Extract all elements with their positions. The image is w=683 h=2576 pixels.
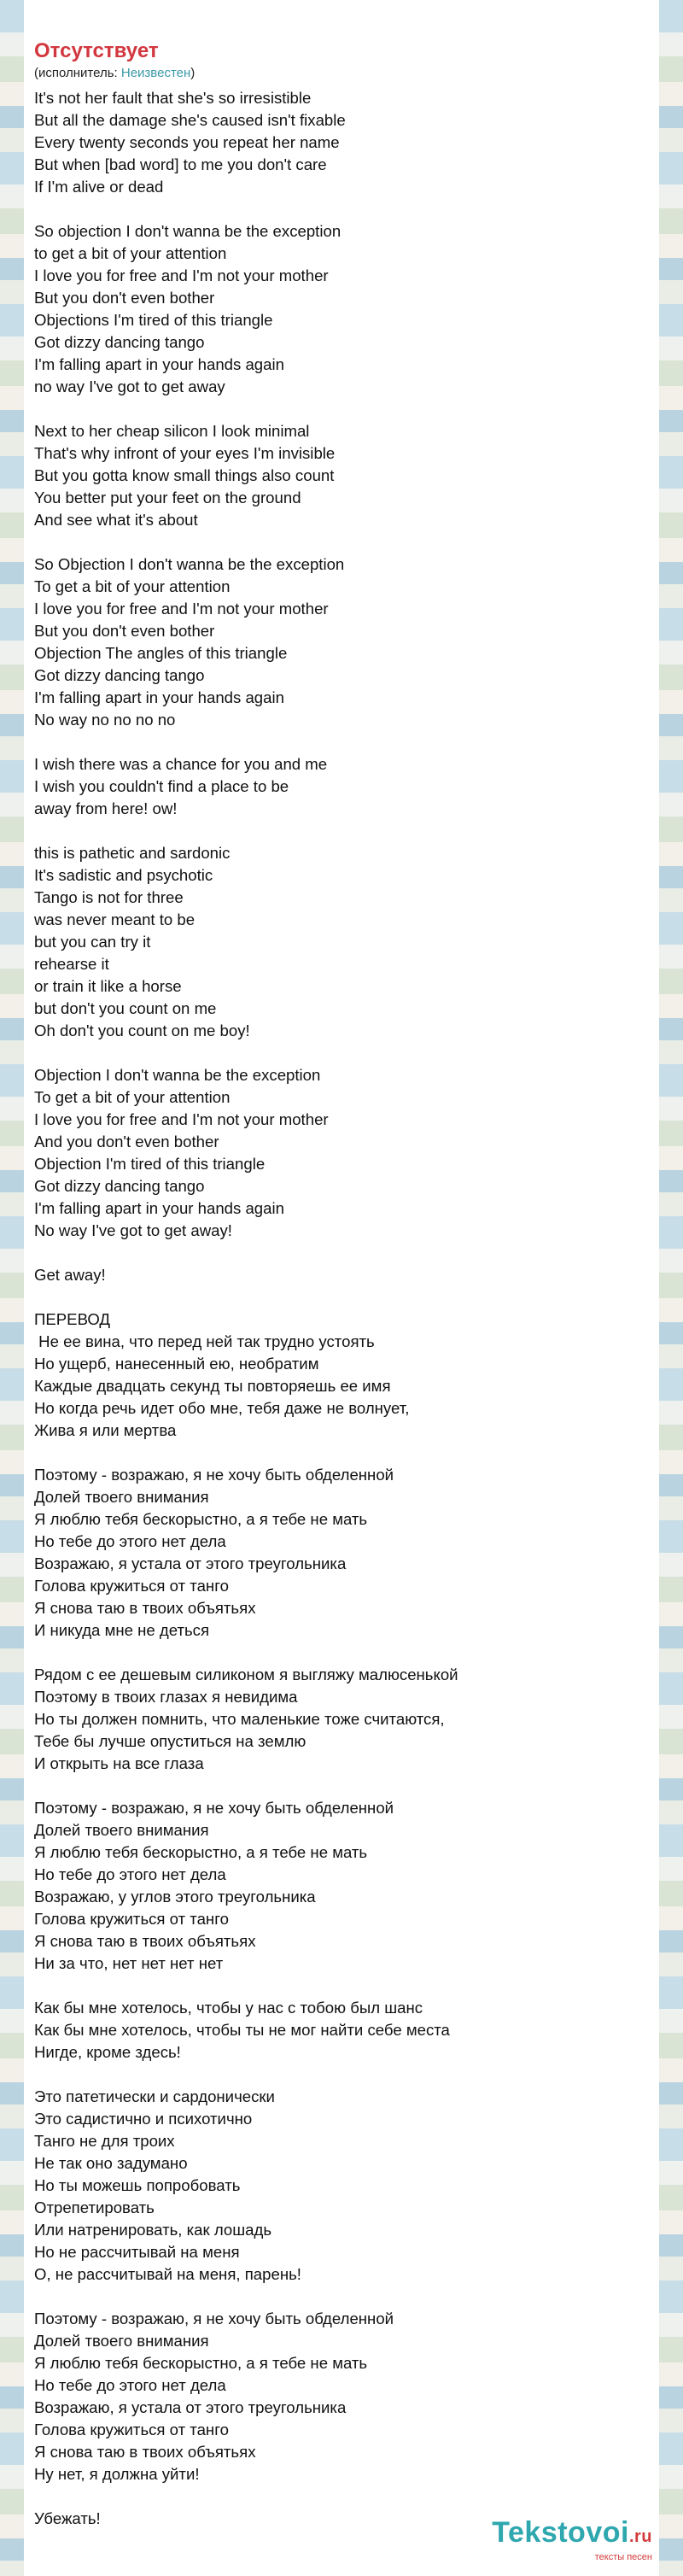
lyric-line: Это патетически и сардонически <box>34 2087 275 2105</box>
lyric-line: Поэтому - возражаю, я не хочу быть обделенной <box>34 1799 394 1817</box>
logo-tld: .ru <box>628 2527 652 2546</box>
lyric-line: Objection I don't wanna be the exception <box>34 1066 321 1084</box>
lyric-line: or train it like a horse <box>34 977 182 995</box>
lyric-line: If I'm alive or dead <box>34 178 164 196</box>
stanza-gap <box>34 1442 649 1464</box>
lyric-line: was never meant to be <box>34 910 196 928</box>
stanza-gap <box>34 1286 649 1308</box>
lyric-line: no way I've got to get away <box>34 378 225 395</box>
lyric-line: Поэтому - возражаю, я не хочу быть обделенной <box>34 2310 394 2327</box>
lyric-line: Жива я или мертва <box>34 1421 177 1439</box>
stanza-gap <box>34 531 649 553</box>
lyric-line: And see what it's about <box>34 511 198 529</box>
lyric-line: I wish you couldn't find a place to be <box>34 777 289 795</box>
lyric-line: I wish there was a chance for you and me <box>34 755 328 773</box>
lyric-line: But you don't even bother <box>34 289 215 307</box>
lyric-line: Я люблю тебя бескорыстно, а я тебе не мать <box>34 2354 368 2372</box>
lyric-line: Но тебе до этого нет дела <box>34 1532 226 1550</box>
lyric-line: Возражаю, я устала от этого треугольника <box>34 2398 347 2416</box>
lyric-line: Долей твоего внимания <box>34 2332 209 2350</box>
lyric-line: Отрепетировать <box>34 2198 155 2216</box>
site-logo[interactable] <box>454 2516 652 2562</box>
lyrics-text <box>34 87 649 2530</box>
lyric-line: И никуда мне не деться <box>34 1621 210 1639</box>
lyric-line: Objection I'm tired of this triangle <box>34 1155 266 1173</box>
lyric-line: Ну нет, я должна уйти! <box>34 2465 200 2483</box>
lyric-line: I'm falling apart in your hands again <box>34 688 284 706</box>
lyric-line: Я снова таю в твоих объятьях <box>34 1599 256 1617</box>
lyric-line: But you gotta know small things also count <box>34 466 335 484</box>
lyric-line: to get a bit of your attention <box>34 244 227 262</box>
lyric-line: this is pathetic and sardonic <box>34 844 231 862</box>
stanza-gap <box>34 2064 649 2086</box>
performer-link[interactable]: Неизвестен <box>120 66 191 80</box>
lyric-line: О, не рассчитывай на меня, парень! <box>34 2265 301 2283</box>
lyric-line: Но когда речь идет обо мне, тебя даже не волнует, <box>34 1399 410 1417</box>
lyric-line: Got dizzy dancing tango <box>34 333 205 351</box>
lyric-line: Но ты должен помнить, что маленькие тоже считаются, <box>34 1710 445 1728</box>
lyric-line: Got dizzy dancing tango <box>34 1177 205 1195</box>
lyric-line: I'm falling apart in your hands again <box>34 1199 284 1217</box>
lyric-line: Или натренировать, как лошадь <box>34 2221 272 2239</box>
logo-wordmark <box>454 2516 652 2550</box>
lyric-line: Я снова таю в твоих объятьях <box>34 1932 256 1950</box>
lyric-line: Но тебе до этого нет дела <box>34 2376 226 2394</box>
lyric-line: Objections I'm tired of this triangle <box>34 311 273 329</box>
lyric-line: Голова кружиться от танго <box>34 1577 229 1595</box>
lyric-line: It's sadistic and psychotic <box>34 866 213 884</box>
lyric-line: Но тебе до этого нет дела <box>34 1865 226 1883</box>
lyric-line: Долей твоего внимания <box>34 1488 209 1506</box>
lyric-line: But when [bad word] to me you don't care <box>34 155 327 173</box>
lyric-line: I'm falling apart in your hands again <box>34 355 284 373</box>
stanza-gap <box>34 2485 649 2508</box>
lyric-line: But all the damage she's caused isn't fixable <box>34 111 346 129</box>
lyric-line: To get a bit of your attention <box>34 1088 231 1106</box>
lyric-line: No way I've got to get away! <box>34 1221 232 1239</box>
lyric-line: That's why infront of your eyes I'm invisible <box>34 444 336 462</box>
lyric-line: But you don't even bother <box>34 622 215 640</box>
lyric-line: Oh don't you count on me boy! <box>34 1022 250 1039</box>
lyric-line: Голова кружиться от танго <box>34 1910 229 1928</box>
lyric-line: Но ты можешь попробовать <box>34 2176 241 2194</box>
lyric-line: Я снова таю в твоих объятьях <box>34 2443 256 2461</box>
performer-prefix: (исполнитель: <box>34 66 121 80</box>
lyric-line: ПЕРЕВОД <box>34 1310 111 1328</box>
lyric-line: Как бы мне хотелось, чтобы ты не мог найти себе места <box>34 2021 450 2039</box>
lyric-line: Как бы мне хотелось, чтобы у нас с тобою был шанс <box>34 1999 423 2017</box>
lyric-line: Каждые двадцать секунд ты повторяешь ее имя <box>34 1377 391 1395</box>
lyric-line: Поэтому - возражаю, я не хочу быть обделенной <box>34 1466 394 1484</box>
stanza-gap <box>34 1242 649 1264</box>
logo-tagline: тексты песен <box>594 2552 652 2562</box>
lyric-line: Убежать! <box>34 2509 101 2527</box>
lyric-line: Возражаю, у углов этого треугольника <box>34 1888 316 1906</box>
stanza-gap <box>34 731 649 753</box>
stanza-gap <box>34 198 649 220</box>
lyric-line: И открыть на все глаза <box>34 1754 204 1772</box>
lyric-line: Поэтому в твоих глазах я невидима <box>34 1688 298 1706</box>
lyric-line: Ни за что, нет нет нет нет <box>34 1954 224 1972</box>
lyric-line: Возражаю, я устала от этого треугольника <box>34 1554 347 1572</box>
lyric-line: Тебе бы лучше опуститься на землю <box>34 1732 306 1750</box>
lyric-line: Next to her cheap silicon I look minimal <box>34 422 310 440</box>
song-title: Отсутствует <box>34 39 159 62</box>
lyric-line: Get away! <box>34 1266 106 1284</box>
lyric-line: Рядом с ее дешевым силиконом я выгляжу малюсенькой <box>34 1666 458 1683</box>
lyric-line: rehearse it <box>34 955 109 973</box>
lyric-line: Got dizzy dancing tango <box>34 666 205 684</box>
lyric-line: I love you for free and I'm not your mother <box>34 266 329 284</box>
lyric-line: I love you for free and I'm not your mother <box>34 600 329 618</box>
lyric-line: Objection The angles of this triangle <box>34 644 288 662</box>
lyric-line: Не так оно задумано <box>34 2154 188 2172</box>
lyric-line: Нигде, кроме здесь! <box>34 2043 181 2061</box>
lyric-line: but you can try it <box>34 933 151 951</box>
lyric-line: Я люблю тебя бескорыстно, а я тебе не мать <box>34 1843 368 1861</box>
lyric-line: Но ущерб, нанесенный ею, необратим <box>34 1355 319 1373</box>
lyric-line: Танго не для троих <box>34 2132 175 2150</box>
lyric-line: You better put your feet on the ground <box>34 489 301 506</box>
stanza-gap <box>34 820 649 842</box>
lyric-line: It's not her fault that she's so irresistible <box>34 89 312 107</box>
lyric-line: To get a bit of your attention <box>34 577 231 595</box>
lyric-line: away from here! ow! <box>34 799 178 817</box>
lyric-line: Голова кружиться от танго <box>34 2421 229 2438</box>
lyric-line: So objection I don't wanna be the exception <box>34 222 342 240</box>
stanza-gap <box>34 1642 649 1664</box>
stanza-gap <box>34 1775 649 1797</box>
lyric-line: No way no no no no <box>34 711 176 729</box>
performer-suffix: ) <box>190 66 196 80</box>
stanza-gap <box>34 1975 649 1997</box>
stanza-gap <box>34 398 649 420</box>
stanza-gap <box>34 2286 649 2308</box>
lyric-line: but don't you count on me <box>34 999 217 1017</box>
lyric-line: Every twenty seconds you repeat her name <box>34 133 340 151</box>
lyric-line: Но не рассчитывай на меня <box>34 2243 240 2261</box>
logo-name: Tekstovoi <box>492 2516 629 2549</box>
lyric-line: So Objection I don't wanna be the exception <box>34 555 345 573</box>
lyric-line: I love you for free and I'm not your mother <box>34 1110 329 1128</box>
stanza-gap <box>34 1042 649 1064</box>
lyric-line: Tango is not for three <box>34 888 184 906</box>
performer-line <box>34 66 195 80</box>
lyric-line: Это садистично и психотично <box>34 2110 253 2128</box>
lyric-line: Я люблю тебя бескорыстно, а я тебе не мать <box>34 1510 368 1528</box>
lyric-line: Не ее вина, что перед ней так трудно устоять <box>34 1332 375 1350</box>
lyric-line: Долей твоего внимания <box>34 1821 209 1839</box>
lyric-line: And you don't even bother <box>34 1133 219 1150</box>
